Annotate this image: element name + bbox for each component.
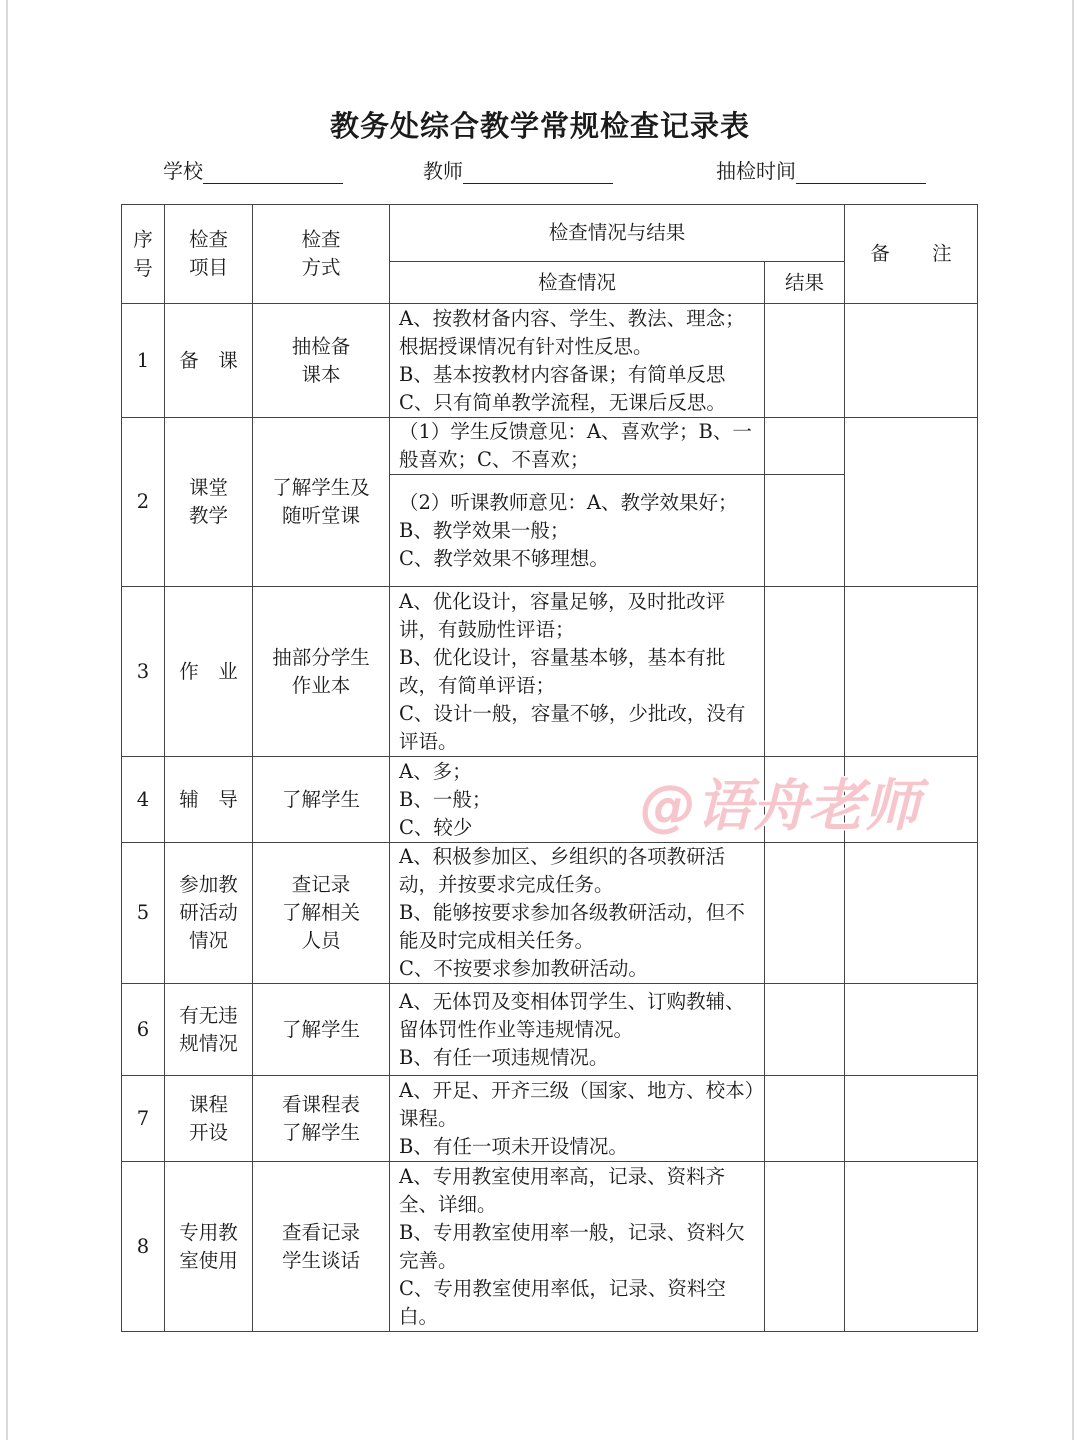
table-row [122, 843, 978, 984]
row-item: 课堂 教学 [165, 418, 253, 587]
row-note-cell[interactable] [845, 1076, 978, 1162]
row-no: 2 [122, 418, 165, 587]
row-result-cell[interactable] [765, 475, 845, 587]
row-item: 专用教 室使用 [165, 1162, 253, 1332]
page-edge-right [1072, 0, 1074, 1440]
row-situation: A、优化设计，容量足够，及时批改评讲，有鼓励性评语； B、优化设计，容量基本够，基本有批改，有简单评语； C、设计一般，容量不够，少批改，没有评语。 [390, 587, 765, 757]
row-result-cell[interactable] [765, 1162, 845, 1332]
row-no: 5 [122, 843, 165, 984]
row-situation: A、多； B、一般； C、较少 [390, 757, 765, 843]
row-result-cell[interactable] [765, 587, 845, 757]
row-method: 看课程表 了解学生 [253, 1076, 390, 1162]
row-situation: A、按教材备内容、学生、教法、理念；根据授课情况有针对性反思。 B、基本按教材内容备课；有简单反思 C、只有简单教学流程，无课后反思。 [390, 304, 765, 418]
inspection-table [121, 204, 978, 1332]
school-field [163, 154, 343, 184]
page-edge-left [6, 0, 8, 1440]
teacher-field [423, 154, 613, 184]
header-item-line2: 项目 [188, 256, 228, 279]
header-situation: 检查情况 [390, 262, 765, 304]
row-method: 抽部分学生 作业本 [253, 587, 390, 757]
table-row [122, 304, 978, 418]
header-no [122, 205, 165, 304]
row-note-cell[interactable] [845, 304, 978, 418]
row-note-cell[interactable] [845, 757, 978, 843]
row-situation: A、积极参加区、乡组织的各项教研活动，并按要求完成任务。 B、能够按要求参加各级教研活动，但不能及时完成相关任务。 C、不按要求参加教研活动。 [390, 843, 765, 984]
table-row [122, 984, 978, 1076]
page-title: 教务处综合教学常规检查记录表 [329, 109, 750, 143]
header-group: 检查情况与结果 [390, 205, 845, 262]
row-method: 了解学生 [253, 757, 390, 843]
row-result-cell[interactable] [765, 1076, 845, 1162]
watermark-text: @语舟老师 [640, 774, 920, 839]
school-blank [203, 159, 343, 184]
row-situation: A、无体罚及变相体罚学生、订购教辅、留体罚性作业等违规情况。 B、有任一项违规情况。 [390, 984, 765, 1076]
time-blank [796, 159, 926, 184]
row-item: 作 业 [165, 587, 253, 757]
table-row [122, 757, 978, 843]
header-result: 结果 [765, 262, 845, 304]
header-method [253, 205, 390, 304]
header-row-1 [122, 205, 978, 262]
row-item: 有无违 规情况 [165, 984, 253, 1076]
row-no: 4 [122, 757, 165, 843]
row-result-cell[interactable] [765, 843, 845, 984]
header-note-label: 备 注 [870, 242, 970, 265]
time-label: 抽检时间 [716, 159, 796, 183]
row-no: 7 [122, 1076, 165, 1162]
row-note-cell[interactable] [845, 1162, 978, 1332]
row-method: 查看记录 学生谈话 [253, 1162, 390, 1332]
row-note-cell[interactable] [845, 843, 978, 984]
teacher-blank [463, 159, 613, 184]
row-no: 6 [122, 984, 165, 1076]
row-situation: A、专用教室使用率高，记录、资料齐全、详细。 B、专用教室使用率一般，记录、资料欠完善。 C、专用教室使用率低，记录、资料空白。 [390, 1162, 765, 1332]
row-method: 查记录 了解相关 人员 [253, 843, 390, 984]
teacher-label: 教师 [423, 159, 463, 183]
school-label: 学校 [163, 159, 203, 183]
row-method: 抽检备 课本 [253, 304, 390, 418]
row-item: 课程 开设 [165, 1076, 253, 1162]
header-method-line1: 检查 [301, 228, 341, 251]
table-row [122, 418, 978, 475]
header-note [845, 205, 978, 304]
row-method: 了解学生及 随听堂课 [253, 418, 390, 587]
row-result-cell[interactable] [765, 304, 845, 418]
row-item: 备 课 [165, 304, 253, 418]
header-item-line1: 检查 [188, 228, 228, 251]
row-method: 了解学生 [253, 984, 390, 1076]
row-situation: （2）听课教师意见：A、教学效果好；B、教学效果一般； C、教学效果不够理想。 [390, 475, 765, 587]
row-item: 辅 导 [165, 757, 253, 843]
header-item [165, 205, 253, 304]
header-method-line2: 方式 [301, 256, 341, 279]
row-no: 8 [122, 1162, 165, 1332]
row-situation: A、开足、开齐三级（国家、地方、校本）课程。 B、有任一项未开设情况。 [390, 1076, 765, 1162]
row-item: 参加教 研活动 情况 [165, 843, 253, 984]
row-note-cell[interactable] [845, 418, 978, 587]
row-result-cell[interactable] [765, 418, 845, 475]
row-note-cell[interactable] [845, 984, 978, 1076]
header-no-label: 序号 [133, 228, 153, 280]
row-no: 3 [122, 587, 165, 757]
row-situation: （1）学生反馈意见：A、喜欢学；B、一般喜欢；C、不喜欢； [390, 418, 765, 475]
row-note-cell[interactable] [845, 587, 978, 757]
table-row [122, 1162, 978, 1332]
time-field [716, 154, 926, 184]
row-result-cell[interactable] [765, 757, 845, 843]
table-body [122, 304, 978, 1332]
table-row [122, 587, 978, 757]
row-no: 1 [122, 304, 165, 418]
table-row [122, 1076, 978, 1162]
row-result-cell[interactable] [765, 984, 845, 1076]
